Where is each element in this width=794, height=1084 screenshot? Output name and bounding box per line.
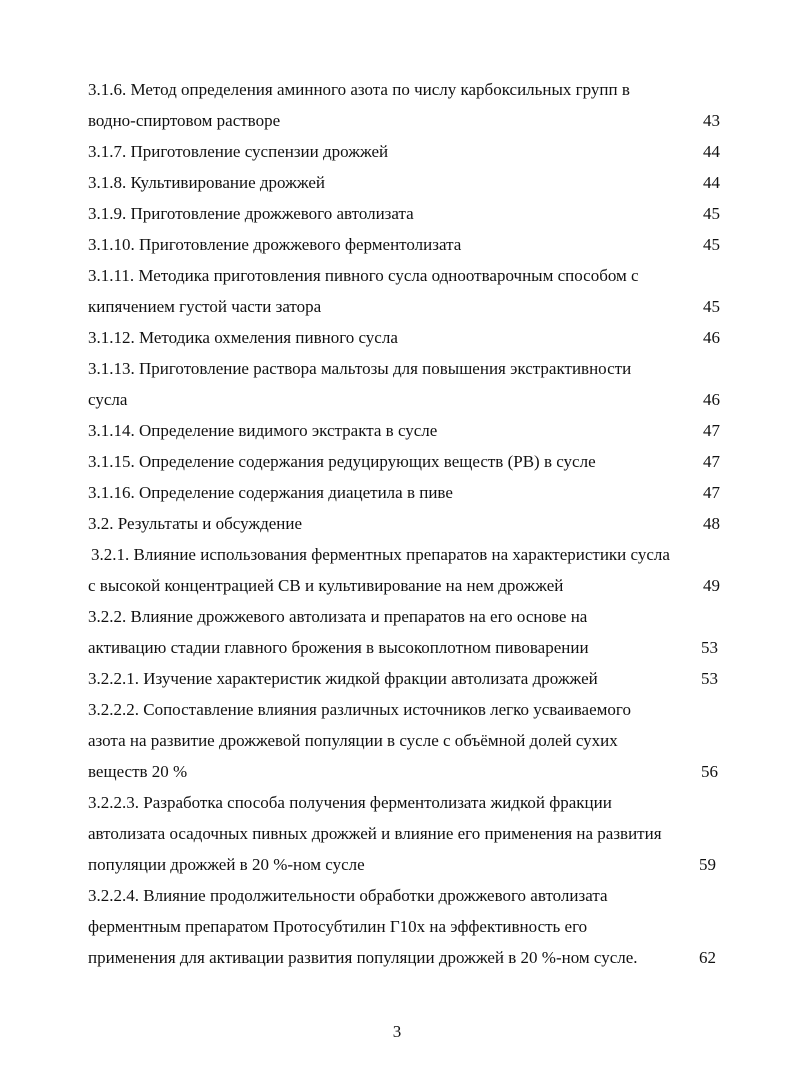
toc-page-number: 47 bbox=[703, 452, 720, 471]
toc-page-number: 47 bbox=[703, 483, 720, 502]
toc-entry-3-1-11-line-2: кипячением густой части затора bbox=[88, 297, 322, 316]
toc-entry-3-2-2-4-line-1: 3.2.2.4. Влияние продолжительности обработки дрожжевого автолизата bbox=[88, 886, 608, 905]
toc-entry-3-1-6-line-2: водно-спиртовом растворе bbox=[88, 111, 281, 130]
toc-entry-3-2-2-3-line-1: 3.2.2.3. Разработка способа получения ферментолизата жидкой фракции bbox=[88, 793, 612, 812]
toc-entry-3-2-1-line-2: с высокой концентрацией СВ и культивирование на нем дрожжей bbox=[88, 576, 564, 595]
page-number: 3 bbox=[392, 1022, 402, 1041]
toc-page-number: 45 bbox=[703, 297, 720, 316]
toc-entry-3-2-2-4-line-3: применения для активации развития популяции дрожжей в 20 %-ном сусле. bbox=[88, 948, 638, 967]
toc-page-number: 53 bbox=[701, 638, 718, 657]
toc-entry-3-2-1-line-1: 3.2.1. Влияние использования ферментных препаратов на характеристики сусла bbox=[91, 545, 670, 564]
toc-entry-3-1-16: 3.1.16. Определение содержания диацетила в пиве bbox=[88, 483, 453, 502]
toc-entry-3-2-2-4-line-2: ферментным препаратом Протосубтилин Г10х на эффективность его bbox=[88, 917, 588, 936]
toc-entry-3-1-13-line-2: сусла bbox=[88, 390, 128, 409]
toc-page-number: 62 bbox=[699, 948, 716, 967]
toc-entry-3-2-2-2-line-2: азота на развитие дрожжевой популяции в сусле с объёмной долей сухих bbox=[88, 731, 618, 750]
toc-page-number: 53 bbox=[701, 669, 718, 688]
toc-entry-3-1-8: 3.1.8. Культивирование дрожжей bbox=[88, 173, 326, 192]
toc-entry-3-2-2-3-line-3: популяции дрожжей в 20 %-ном сусле bbox=[88, 855, 365, 874]
toc-page-number: 56 bbox=[701, 762, 718, 781]
toc-page-number: 59 bbox=[699, 855, 716, 874]
toc-page-number: 45 bbox=[703, 204, 720, 223]
toc-entry-3-1-6-line-1: 3.1.6. Метод определения аминного азота по числу карбоксильных групп в bbox=[88, 80, 630, 99]
toc-entry-3-2: 3.2. Результаты и обсуждение bbox=[88, 514, 303, 533]
toc-entry-3-1-12: 3.1.12. Методика охмеления пивного сусла bbox=[88, 328, 398, 347]
toc-entry-3-1-11-line-1: 3.1.11. Методика приготовления пивного сусла одноотварочным способом с bbox=[88, 266, 639, 285]
toc-page-number: 46 bbox=[703, 328, 720, 347]
toc-page-number: 49 bbox=[703, 576, 720, 595]
toc-page-number: 46 bbox=[703, 390, 720, 409]
toc-page-number: 48 bbox=[703, 514, 720, 533]
toc-page-number: 47 bbox=[703, 421, 720, 440]
toc-entry-3-1-7: 3.1.7. Приготовление суспензии дрожжей bbox=[88, 142, 389, 161]
toc-entry-3-1-14: 3.1.14. Определение видимого экстракта в сусле bbox=[88, 421, 438, 440]
toc-entry-3-1-13-line-1: 3.1.13. Приготовление раствора мальтозы для повышения экстрактивности bbox=[88, 359, 632, 378]
toc-entry-3-2-2-1: 3.2.2.1. Изучение характеристик жидкой фракции автолизата дрожжей bbox=[88, 669, 598, 688]
toc-entry-3-1-9: 3.1.9. Приготовление дрожжевого автолизата bbox=[88, 204, 414, 223]
toc-entry-3-1-15: 3.1.15. Определение содержания редуцирующих веществ (РВ) в сусле bbox=[88, 452, 596, 471]
toc-entry-3-2-2-line-2: активацию стадии главного брожения в высокоплотном пивоварении bbox=[88, 638, 589, 657]
toc-page-number: 44 bbox=[703, 142, 720, 161]
toc-entry-3-2-2-line-1: 3.2.2. Влияние дрожжевого автолизата и препаратов на его основе на bbox=[88, 607, 588, 626]
toc-entry-3-2-2-2-line-3: веществ 20 % bbox=[88, 762, 188, 781]
toc-entry-3-2-2-3-line-2: автолизата осадочных пивных дрожжей и влияние его применения на развития bbox=[88, 824, 662, 843]
toc-entry-3-2-2-2-line-1: 3.2.2.2. Сопоставление влияния различных источников легко усваиваемого bbox=[88, 700, 631, 719]
toc-page-number: 44 bbox=[703, 173, 720, 192]
toc-entry-3-1-10: 3.1.10. Приготовление дрожжевого ферментолизата bbox=[88, 235, 462, 254]
toc-page-number: 43 bbox=[703, 111, 720, 130]
toc-page-number: 45 bbox=[703, 235, 720, 254]
